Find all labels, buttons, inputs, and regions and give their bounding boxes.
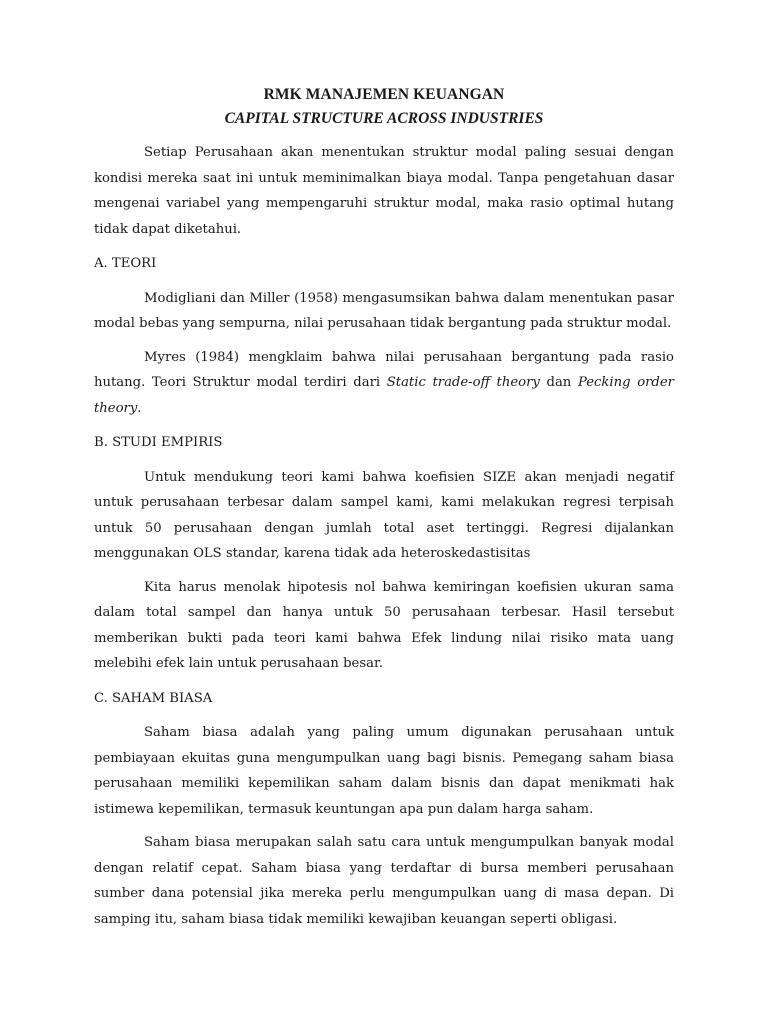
document-title: RMK MANAJEMEN KEUANGAN [263,86,505,103]
teori-paragraph-2 [94,345,674,422]
section-heading-saham-biasa: C. SAHAM BIASA [94,690,213,706]
studi-paragraph-2: Kita harus menolak hipotesis nol bahwa kemiringan koefisien ukuran sama dalam total sampel dan hanya untuk 50 perusahaan terbesar. Hasil tersebut memberikan bukti pada teori kami bahwa Efek lindung nilai risiko mata uang melebihi efek lain untuk perusahaan besar. [94,579,674,671]
section-heading-teori: A. TEORI [94,256,157,271]
teori-p2-start: Myres (1984) mengklaim bahwa nilai perusahaan bergantung pada rasio hutang. Teori Struktur modal terdiri dari [94,349,674,390]
studi-paragraph-1: Untuk mendukung teori kami bahwa koefisien SIZE akan menjadi negatif untuk perusahaan terbesar dalam sampel kami, kami melakukan regresi terpisah untuk 50 perusahaan dengan jumlah total aset tertinggi. Regresi dijalankan menggunakan OLS standar, karena tidak ada heteroskedastisitas [94,469,674,561]
pecking-order-term: Pecking order theory [94,375,674,416]
section-heading-studi-empiris: B. STUDI EMPIRIS [94,435,223,450]
saham-paragraph-2: Saham biasa merupakan salah satu cara untuk mengumpulkan banyak modal dengan relatif cepat. Saham biasa yang terdaftar di bursa memberi perusahaan sumber dana potensial jika mereka perlu mengumpulkan uang di masa depan. Di samping itu, saham biasa tidak memiliki kewajiban keuangan seperti obligasi. [94,835,674,927]
teori-p2-end: . [137,400,142,416]
teori-paragraph-1: Modigliani dan Miller (1958) mengasumsikan bahwa dalam menentukan pasar modal bebas yang sempurna, nilai perusahaan tidak bergantung pada struktur modal. [94,290,674,331]
teori-p2-mid: dan [539,375,578,390]
document-subtitle: CAPITAL STRUCTURE ACROSS INDUSTRIES [224,110,544,127]
intro-paragraph: Setiap Perusahaan akan menentukan struktur modal paling sesuai dengan kondisi mereka saat ini untuk meminimalkan biaya modal. Tanpa pengetahuan dasar mengenai variabel yang mempengaruhi struktur modal, maka rasio optimal hutang tidak dapat diketahui. [94,145,674,237]
static-tradeoff-term: Static trade-off theory [386,375,540,390]
saham-paragraph-1: Saham biasa adalah yang paling umum digunakan perusahaan untuk pembiayaan ekuitas guna mengumpulkan uang bagi bisnis. Pemegang saham biasa perusahaan memiliki kepemilikan saham dalam bisnis dan dapat menikmati hak istimewa kepemilikan, termasuk keuntungan apa pun dalam harga saham. [94,725,674,817]
